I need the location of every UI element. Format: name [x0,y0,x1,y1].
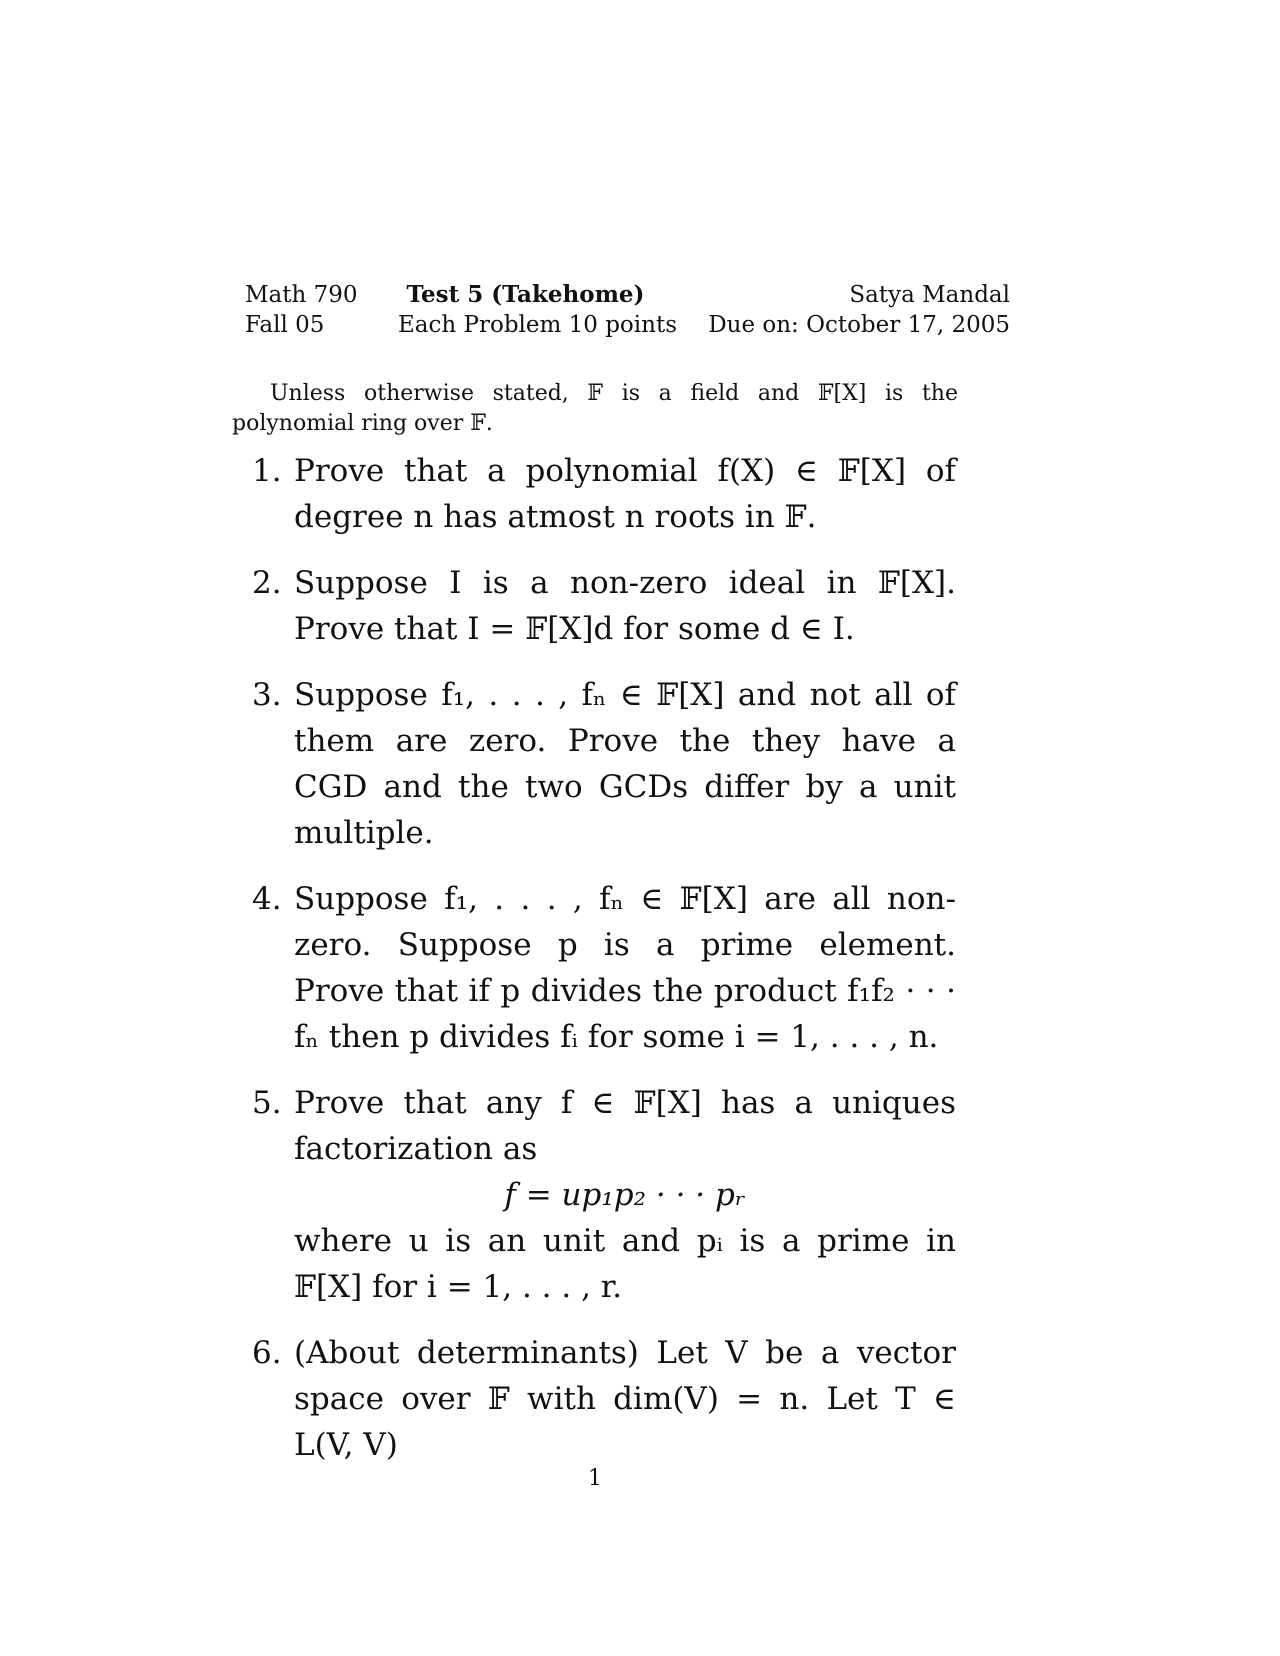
author-name: Satya Mandal [849,282,1010,308]
problem-text: (About determinants) Let V be a vector space over 𝔽 with dim(V) = n. Let T ∈ L(V, V) [294,1335,956,1463]
course-label: Math 790 [245,282,358,308]
problem-text: Suppose I is a non-zero ideal in 𝔽[X]. Prove that I = 𝔽[X]d for some d ∈ I. [294,565,956,647]
problem-number: 6. [252,1335,282,1371]
header-left [245,280,358,340]
header-center [398,280,677,340]
problem-text: Prove that a polynomial f(X) ∈ 𝔽[X] of degree n has atmost n roots in 𝔽. [294,453,956,535]
due-date: Due on: October 17, 2005 [708,312,1010,338]
problem-6 [252,1330,956,1468]
term-label: Fall 05 [245,312,325,338]
problem-3 [252,672,956,856]
problem-number: 3. [252,677,282,713]
problem-text-continued: where u is an unit and pᵢ is a prime in 𝔽[X] for i = 1, . . . , r. [294,1223,956,1305]
intro-paragraph: Unless otherwise stated, 𝔽 is a field and 𝔽[X] is the polynomial ring over 𝔽. [232,381,958,436]
problem-1 [252,448,956,540]
problem-number: 4. [252,881,282,917]
problem-text: Prove that any f ∈ 𝔽[X] has a uniques factorization as [294,1085,956,1167]
problem-4 [252,876,956,1060]
problem-number: 1. [252,453,282,489]
header-right [708,280,1010,340]
problem-2 [252,560,956,652]
factorization-equation: f = up₁p₂ · · · pᵣ [504,1177,746,1213]
points-note: Each Problem 10 points [398,312,677,338]
problem-5 [252,1080,956,1310]
problem-text: Suppose f₁, . . . , fₙ ∈ 𝔽[X] and not all of them are zero. Prove the they have a CGD and the two GCDs differ by a unit multiple. [294,677,956,851]
problem-list [252,448,956,1488]
problem-number: 5. [252,1085,282,1121]
test-title: Test 5 (Takehome) [406,281,645,308]
page-number: 1 [588,1466,602,1491]
problem-number: 2. [252,565,282,601]
problem-text: Suppose f₁, . . . , fₙ ∈ 𝔽[X] are all non-zero. Suppose p is a prime element. Prove that if p divides the product f₁f₂ · · · fₙ then p divides fᵢ for some i = 1, . . . , n. [294,881,956,1055]
